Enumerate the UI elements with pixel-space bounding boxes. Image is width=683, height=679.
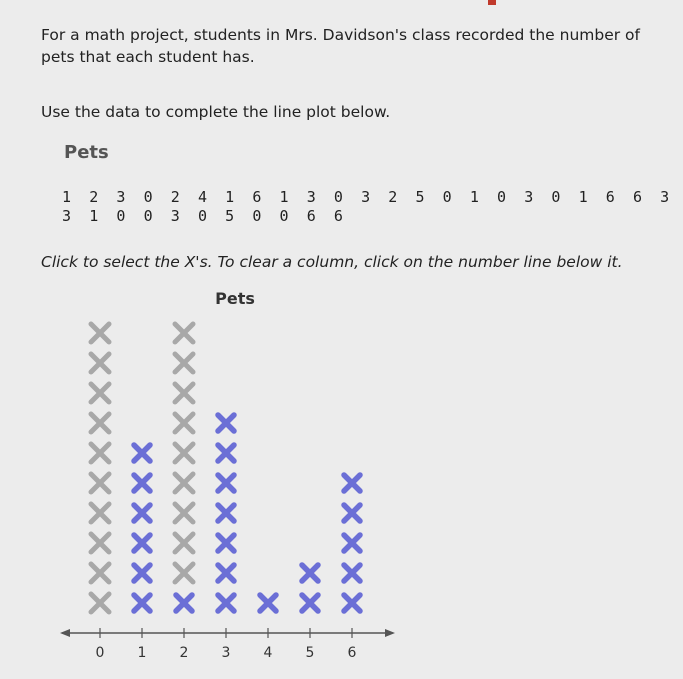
x-mark-selected[interactable]	[134, 535, 150, 551]
data-row2-value: 3	[170, 207, 180, 225]
x-mark-selected[interactable]	[344, 475, 360, 491]
x-mark-selected[interactable]	[134, 505, 150, 521]
data-row1-value: 3	[524, 188, 534, 206]
x-mark-selected[interactable]	[218, 535, 234, 551]
data-row1-value: 6	[632, 188, 642, 206]
data-row2-value: 0	[143, 207, 153, 225]
x-mark-selected[interactable]	[218, 505, 234, 521]
right-arrow-icon	[385, 629, 395, 637]
problem-prompt: For a math project, students in Mrs. Davidson's class recorded the number of pets that each student has.	[41, 26, 640, 66]
x-mark[interactable]	[175, 414, 193, 432]
x-mark-selected[interactable]	[302, 595, 318, 611]
tick-label[interactable]: 6	[347, 645, 357, 661]
tick-label[interactable]: 4	[263, 645, 273, 661]
x-mark[interactable]	[91, 474, 109, 492]
click-instruction: Click to select the X's. To clear a column, click on the number line below it.	[41, 253, 623, 271]
x-mark-selected[interactable]	[344, 535, 360, 551]
x-mark[interactable]	[175, 384, 193, 402]
data-title: Pets	[64, 142, 109, 163]
tick-label[interactable]: 1	[137, 645, 147, 661]
tick-label[interactable]: 0	[95, 645, 105, 661]
data-row2-value: 0	[252, 207, 262, 225]
x-mark-selected[interactable]	[260, 595, 276, 611]
x-mark-selected[interactable]	[344, 505, 360, 521]
tick-label[interactable]: 2	[179, 645, 189, 661]
data-row2-value: 6	[333, 207, 343, 225]
x-mark-selected[interactable]	[218, 415, 234, 431]
data-row1-value: 6	[605, 188, 615, 206]
x-mark[interactable]	[91, 324, 109, 342]
left-arrow-icon	[60, 629, 70, 637]
data-row1-value: 0	[497, 188, 507, 206]
x-mark-selected[interactable]	[134, 445, 150, 461]
data-row1-value: 6	[252, 188, 262, 206]
x-mark[interactable]	[175, 444, 193, 462]
x-mark-selected[interactable]	[134, 595, 150, 611]
x-mark[interactable]	[175, 474, 193, 492]
data-row2-value: 0	[197, 207, 207, 225]
x-mark[interactable]	[175, 504, 193, 522]
data-row2-value: 1	[89, 207, 99, 225]
data-row1-value: 3	[660, 188, 670, 206]
x-mark[interactable]	[91, 594, 109, 612]
data-row1-value: 1	[469, 188, 479, 206]
data-row1-value: 0	[143, 188, 153, 206]
data-row1-value: 4	[197, 188, 207, 206]
x-mark-selected[interactable]	[344, 595, 360, 611]
data-row2-value: 6	[306, 207, 316, 225]
data-row1-value: 0	[333, 188, 343, 206]
x-mark-selected[interactable]	[176, 595, 192, 611]
x-mark[interactable]	[91, 504, 109, 522]
data-row2-value: 0	[279, 207, 289, 225]
data-row1-value: 3	[361, 188, 371, 206]
x-mark[interactable]	[91, 564, 109, 582]
plot-title: Pets	[215, 289, 255, 308]
tick-label[interactable]: 3	[221, 645, 231, 661]
x-mark[interactable]	[91, 354, 109, 372]
x-mark-selected[interactable]	[218, 445, 234, 461]
x-mark[interactable]	[91, 384, 109, 402]
data-row1-value: 1	[279, 188, 289, 206]
x-mark[interactable]	[91, 444, 109, 462]
x-mark[interactable]	[175, 354, 193, 372]
x-mark-selected[interactable]	[134, 475, 150, 491]
data-row1-value: 1	[578, 188, 588, 206]
x-mark-selected[interactable]	[218, 565, 234, 581]
data-row1-value: 2	[170, 188, 180, 206]
data-row1-value: 2	[89, 188, 99, 206]
x-mark-selected[interactable]	[134, 565, 150, 581]
x-mark-selected[interactable]	[218, 475, 234, 491]
x-mark[interactable]	[91, 534, 109, 552]
data-row1-value: 1	[225, 188, 235, 206]
x-mark[interactable]	[175, 564, 193, 582]
data-row2-value: 3	[62, 207, 72, 225]
tick-label[interactable]: 5	[305, 645, 315, 661]
x-mark[interactable]	[175, 324, 193, 342]
x-mark-selected[interactable]	[218, 595, 234, 611]
x-mark-selected[interactable]	[344, 565, 360, 581]
data-row1-value: 3	[116, 188, 126, 206]
x-mark[interactable]	[91, 414, 109, 432]
data-row1-value: 2	[388, 188, 398, 206]
data-row1-value: 1	[62, 188, 72, 206]
data-row1-value: 0	[442, 188, 452, 206]
x-mark-selected[interactable]	[302, 565, 318, 581]
data-row1-value: 3	[306, 188, 316, 206]
data-row1-value: 0	[551, 188, 561, 206]
x-mark[interactable]	[175, 534, 193, 552]
data-row1-value: 5	[415, 188, 425, 206]
problem-instruction: Use the data to complete the line plot below.	[41, 103, 391, 121]
data-row2-value: 0	[116, 207, 126, 225]
data-row2-value: 5	[225, 207, 235, 225]
